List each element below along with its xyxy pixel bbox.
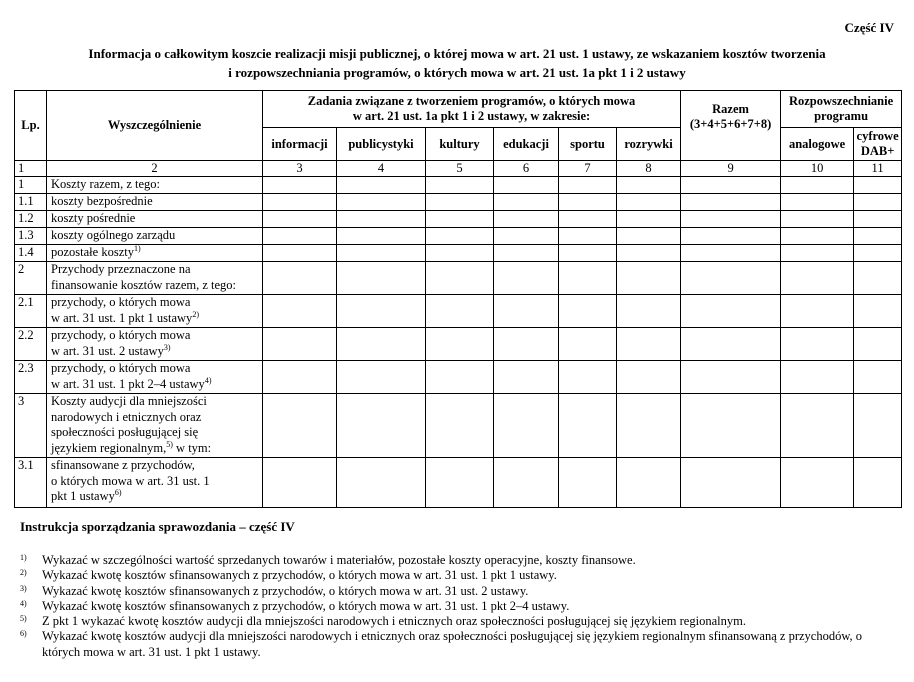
value-cell[interactable]	[681, 228, 781, 245]
footnote-item	[20, 599, 900, 614]
value-cell[interactable]	[617, 194, 681, 211]
row-description-line: przychody, o których mowa	[51, 295, 191, 309]
value-cell[interactable]	[494, 228, 559, 245]
value-cell[interactable]	[617, 245, 681, 262]
footnote-text: Wykazać kwotę kosztów sfinansowanych z przychodów, o których mowa w art. 31 ust. 1 pkt 2–4 ustawy.	[42, 598, 570, 613]
value-cell[interactable]	[617, 262, 681, 295]
row-description	[47, 228, 263, 245]
footnotes	[20, 553, 900, 660]
value-cell[interactable]	[559, 458, 617, 508]
value-cell[interactable]	[337, 245, 426, 262]
value-cell[interactable]	[426, 328, 494, 361]
row-description	[47, 177, 263, 194]
value-cell[interactable]	[559, 328, 617, 361]
value-cell[interactable]	[681, 194, 781, 211]
value-cell[interactable]	[426, 228, 494, 245]
table-row	[15, 245, 902, 262]
value-cell[interactable]	[494, 458, 559, 508]
value-cell[interactable]	[426, 361, 494, 394]
row-lp: 1.4	[15, 245, 47, 262]
header-task-5: rozrywki	[617, 128, 681, 161]
value-cell[interactable]	[559, 245, 617, 262]
row-lp: 3.1	[15, 458, 47, 508]
row-description-line: Koszty audycji dla mniejszości	[51, 394, 207, 408]
value-cell[interactable]	[681, 295, 781, 328]
header-tasks-group: Zadania związane z tworzeniem programów, o których mowa w art. 21 ust. 1a pkt 1 i 2 ustawy, w zakresie:	[263, 91, 681, 128]
footnote-text: Wykazać kwotę kosztów sfinansowanych z przychodów, o których mowa w art. 31 ust. 2 ustawy.	[42, 583, 529, 598]
value-cell[interactable]	[781, 228, 854, 245]
column-number: 10	[781, 161, 854, 177]
row-description-line: przychody, o których mowa	[51, 328, 191, 342]
value-cell[interactable]	[681, 211, 781, 228]
table-row	[15, 262, 902, 295]
footnote-mark: 6)	[20, 629, 27, 639]
column-number: 4	[337, 161, 426, 177]
value-cell[interactable]	[426, 177, 494, 194]
value-cell[interactable]	[263, 458, 337, 508]
footnote-mark: 5)	[20, 614, 27, 624]
footnote-item	[20, 629, 900, 660]
value-cell[interactable]	[854, 361, 902, 394]
table-row	[15, 361, 902, 394]
row-description-suffix: w tym:	[172, 440, 212, 455]
header-lp: Lp.	[15, 91, 47, 161]
row-description	[47, 245, 263, 262]
header-total	[681, 91, 781, 161]
value-cell[interactable]	[617, 211, 681, 228]
footnote-ref: 2)	[192, 309, 199, 319]
value-cell[interactable]	[781, 177, 854, 194]
value-cell[interactable]	[263, 361, 337, 394]
value-cell[interactable]	[337, 228, 426, 245]
row-description	[47, 328, 263, 361]
header-distribution-1: cyfrowe DAB+	[854, 128, 902, 161]
column-number: 2	[47, 161, 263, 177]
value-cell[interactable]	[263, 394, 337, 458]
row-description	[47, 295, 263, 328]
value-cell[interactable]	[617, 361, 681, 394]
document-title	[10, 44, 904, 82]
header-task-3: edukacji	[494, 128, 559, 161]
value-cell[interactable]	[337, 394, 426, 458]
value-cell[interactable]	[263, 328, 337, 361]
value-cell[interactable]	[426, 295, 494, 328]
row-description-line: pkt 1 ustawy	[51, 489, 115, 503]
value-cell[interactable]	[854, 328, 902, 361]
value-cell[interactable]	[494, 194, 559, 211]
value-cell[interactable]	[781, 295, 854, 328]
row-description-line: pozostałe koszty	[51, 245, 134, 259]
value-cell[interactable]	[617, 394, 681, 458]
header-task-0: informacji	[263, 128, 337, 161]
footnote-text: Wykazać kwotę kosztów audycji dla mniejszości narodowych i etnicznych oraz społeczności posługującej się językiem regionalnym sfinansowaną z przychodów, o których mowa w art. 31 ust. 1 pkt 1 ustawy.	[42, 629, 863, 659]
value-cell[interactable]	[337, 194, 426, 211]
value-cell[interactable]	[337, 211, 426, 228]
value-cell[interactable]	[263, 211, 337, 228]
value-cell[interactable]	[681, 361, 781, 394]
footnote-ref: 6)	[114, 487, 122, 497]
row-lp: 2.2	[15, 328, 47, 361]
row-description-line: koszty bezpośrednie	[51, 194, 153, 208]
value-cell[interactable]	[559, 394, 617, 458]
value-cell[interactable]	[854, 394, 902, 458]
value-cell[interactable]	[559, 194, 617, 211]
value-cell[interactable]	[494, 211, 559, 228]
value-cell[interactable]	[426, 262, 494, 295]
footnote-ref: 3)	[163, 342, 171, 352]
value-cell[interactable]	[559, 295, 617, 328]
value-cell[interactable]	[559, 361, 617, 394]
value-cell[interactable]	[854, 228, 902, 245]
value-cell[interactable]	[681, 177, 781, 194]
value-cell[interactable]	[494, 262, 559, 295]
table-row	[15, 177, 902, 194]
value-cell[interactable]	[337, 177, 426, 194]
column-number: 1	[15, 161, 47, 177]
row-description-line: językiem regionalnym,	[51, 440, 167, 455]
title-line-1: Informacja o całkowitym koszcie realizacji misji publicznej, o której mowa w art. 21 ust. 1 ustawy, ze wskazaniem kosztów tworzenia	[88, 46, 826, 61]
footnote-mark: 3)	[20, 583, 27, 593]
value-cell[interactable]	[781, 262, 854, 295]
header-distribution-group: Rozpowszechnianie programu	[781, 91, 902, 128]
column-number: 11	[854, 161, 902, 177]
cost-table	[14, 90, 902, 508]
value-cell[interactable]	[617, 177, 681, 194]
row-lp: 2.1	[15, 295, 47, 328]
value-cell[interactable]	[854, 211, 902, 228]
table-row	[15, 458, 902, 508]
value-cell[interactable]	[854, 458, 902, 508]
value-cell[interactable]	[559, 228, 617, 245]
row-description	[47, 458, 263, 508]
footnote-item	[20, 568, 900, 583]
footnote-item	[20, 584, 900, 599]
part-label: Część IV	[844, 20, 894, 35]
value-cell[interactable]	[781, 245, 854, 262]
header-distribution-0: analogowe	[781, 128, 854, 161]
row-description	[47, 394, 263, 458]
row-description-line: w art. 31 ust. 1 pkt 2–4 ustawy	[51, 376, 205, 391]
footnote-text: Wykazać kwotę kosztów sfinansowanych z przychodów, o których mowa w art. 31 ust. 1 pkt 1 ustawy.	[42, 568, 557, 583]
value-cell[interactable]	[426, 194, 494, 211]
row-description	[47, 361, 263, 394]
value-cell[interactable]	[781, 211, 854, 228]
value-cell[interactable]	[494, 245, 559, 262]
footnote-ref: 5)	[166, 439, 173, 449]
row-lp: 1.3	[15, 228, 47, 245]
value-cell[interactable]	[337, 262, 426, 295]
value-cell[interactable]	[337, 328, 426, 361]
table-row	[15, 394, 902, 458]
row-description-line: przychody, o których mowa	[51, 361, 191, 375]
value-cell[interactable]	[559, 177, 617, 194]
header-total-formula: (3+4+5+6+7+8)	[689, 116, 772, 131]
value-cell[interactable]	[617, 295, 681, 328]
row-description-line: społeczności posługującej się	[51, 425, 199, 439]
value-cell[interactable]	[781, 328, 854, 361]
column-number: 6	[494, 161, 559, 177]
footnote-ref: 4)	[204, 375, 212, 385]
column-number: 7	[559, 161, 617, 177]
value-cell[interactable]	[494, 328, 559, 361]
value-cell[interactable]	[854, 245, 902, 262]
row-description-line: sfinansowane z przychodów,	[51, 458, 195, 472]
column-number: 5	[426, 161, 494, 177]
value-cell[interactable]	[426, 245, 494, 262]
value-cell[interactable]	[337, 361, 426, 394]
value-cell[interactable]	[559, 262, 617, 295]
value-cell[interactable]	[263, 245, 337, 262]
value-cell[interactable]	[781, 458, 854, 508]
value-cell[interactable]	[781, 394, 854, 458]
value-cell[interactable]	[494, 394, 559, 458]
footnote-mark: 1)	[20, 553, 27, 562]
value-cell[interactable]	[263, 295, 337, 328]
column-number: 3	[263, 161, 337, 177]
value-cell[interactable]	[263, 194, 337, 211]
header-task-4: sportu	[559, 128, 617, 161]
value-cell[interactable]	[494, 361, 559, 394]
row-description-line: koszty pośrednie	[51, 211, 136, 225]
value-cell[interactable]	[617, 228, 681, 245]
table-row	[15, 295, 902, 328]
table-row	[15, 328, 902, 361]
row-lp: 2	[15, 262, 47, 295]
table-row	[15, 228, 902, 245]
value-cell[interactable]	[337, 295, 426, 328]
column-number: 9	[681, 161, 781, 177]
value-cell[interactable]	[426, 458, 494, 508]
value-cell[interactable]	[559, 211, 617, 228]
row-lp: 1.2	[15, 211, 47, 228]
row-description	[47, 262, 263, 295]
header-task-1: publicystyki	[337, 128, 426, 161]
title-line-2: i rozpowszechniania programów, o których mowa w art. 21 ust. 1a pkt 1 i 2 ustawy	[228, 65, 686, 80]
footnote-item	[20, 553, 900, 568]
footnote-text: Z pkt 1 wykazać kwotę kosztów audycji dla mniejszości narodowych i etnicznych oraz społeczności posługującej się językiem regionalnym.	[42, 614, 746, 629]
row-description-line: Przychody przeznaczone na	[51, 262, 191, 276]
header-total-label: Razem	[712, 101, 749, 116]
row-lp: 1.1	[15, 194, 47, 211]
row-lp: 3	[15, 394, 47, 458]
footnote-mark: 4)	[20, 598, 27, 608]
value-cell[interactable]	[681, 262, 781, 295]
footnote-ref: 1)	[133, 243, 141, 253]
header-description: Wyszczególnienie	[47, 91, 263, 161]
value-cell[interactable]	[681, 458, 781, 508]
value-cell[interactable]	[426, 394, 494, 458]
value-cell[interactable]	[263, 262, 337, 295]
value-cell[interactable]	[681, 394, 781, 458]
row-description-line: o których mowa w art. 31 ust. 1	[51, 473, 210, 488]
row-description-line: narodowych i etnicznych oraz	[51, 409, 202, 424]
column-number-row	[15, 161, 902, 177]
value-cell[interactable]	[263, 228, 337, 245]
row-description	[47, 211, 263, 228]
value-cell[interactable]	[681, 328, 781, 361]
row-description-line: w art. 31 ust. 2 ustawy	[51, 343, 164, 358]
row-description	[47, 194, 263, 211]
footnote-item	[20, 614, 900, 629]
value-cell[interactable]	[426, 211, 494, 228]
value-cell[interactable]	[854, 194, 902, 211]
row-lp: 2.3	[15, 361, 47, 394]
row-lp: 1	[15, 177, 47, 194]
value-cell[interactable]	[263, 177, 337, 194]
column-number: 8	[617, 161, 681, 177]
value-cell[interactable]	[617, 328, 681, 361]
value-cell[interactable]	[617, 458, 681, 508]
row-description-line: w art. 31 ust. 1 pkt 1 ustawy	[51, 310, 193, 325]
table-row	[15, 194, 902, 211]
value-cell[interactable]	[781, 361, 854, 394]
instructions-title: Instrukcja sporządzania sprawozdania – część IV	[20, 519, 295, 534]
value-cell[interactable]	[494, 295, 559, 328]
value-cell[interactable]	[494, 177, 559, 194]
value-cell[interactable]	[854, 262, 902, 295]
footnote-mark: 2)	[20, 568, 27, 578]
footnote-text: Wykazać w szczególności wartość sprzedanych towarów i materiałów, pozostałe koszty operacyjne, koszty finansowe.	[42, 553, 636, 567]
value-cell[interactable]	[854, 177, 902, 194]
row-description-line: finansowanie kosztów razem, z tego:	[51, 277, 237, 292]
table-row	[15, 211, 902, 228]
row-description-line: Koszty razem, z tego:	[51, 177, 160, 191]
header-task-2: kultury	[426, 128, 494, 161]
value-cell[interactable]	[681, 245, 781, 262]
value-cell[interactable]	[781, 194, 854, 211]
value-cell[interactable]	[854, 295, 902, 328]
value-cell[interactable]	[337, 458, 426, 508]
row-description-line: koszty ogólnego zarządu	[51, 228, 176, 242]
